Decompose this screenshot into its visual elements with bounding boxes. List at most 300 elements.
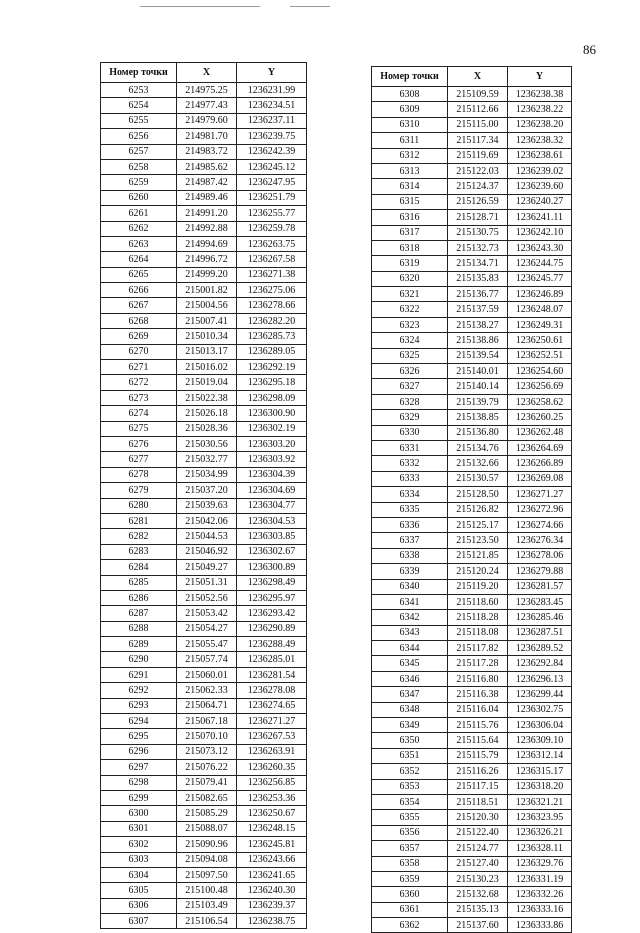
point-number-cell: 6288 — [101, 621, 177, 636]
y-coordinate-cell: 1236282.20 — [237, 313, 307, 328]
x-coordinate-cell: 215115.00 — [448, 117, 508, 132]
x-coordinate-cell: 215132.68 — [448, 887, 508, 902]
table-row — [372, 240, 572, 255]
point-number-cell: 6329 — [372, 410, 448, 425]
y-coordinate-cell: 1236333.16 — [508, 902, 572, 917]
table-row — [101, 144, 307, 159]
y-coordinate-cell: 1236256.85 — [237, 775, 307, 790]
table-row — [372, 610, 572, 625]
point-number-cell: 6315 — [372, 194, 448, 209]
point-number-cell: 6256 — [101, 129, 177, 144]
table-row — [101, 390, 307, 405]
x-coordinate-cell: 214975.25 — [177, 83, 237, 98]
header-point-number: Номер точки — [372, 67, 448, 87]
x-coordinate-cell: 215073.12 — [177, 744, 237, 759]
y-coordinate-cell: 1236304.69 — [237, 483, 307, 498]
x-coordinate-cell: 214992.88 — [177, 221, 237, 236]
point-number-cell: 6322 — [372, 302, 448, 317]
x-coordinate-cell: 215117.15 — [448, 779, 508, 794]
y-coordinate-cell: 1236274.66 — [508, 517, 572, 532]
x-coordinate-cell: 215117.28 — [448, 656, 508, 671]
header-y: Y — [237, 63, 307, 83]
point-number-cell: 6319 — [372, 256, 448, 271]
table-row — [372, 625, 572, 640]
x-coordinate-cell: 215123.50 — [448, 533, 508, 548]
point-number-cell: 6296 — [101, 744, 177, 759]
x-coordinate-cell: 215116.38 — [448, 687, 508, 702]
y-coordinate-cell: 1236251.79 — [237, 190, 307, 205]
point-number-cell: 6305 — [101, 883, 177, 898]
point-number-cell: 6334 — [372, 487, 448, 502]
x-coordinate-cell: 215028.36 — [177, 421, 237, 436]
point-number-cell: 6336 — [372, 517, 448, 532]
point-number-cell: 6261 — [101, 206, 177, 221]
table-row — [101, 421, 307, 436]
table-row — [372, 487, 572, 502]
x-coordinate-cell: 215124.37 — [448, 179, 508, 194]
point-number-cell: 6281 — [101, 513, 177, 528]
table-row — [101, 667, 307, 682]
table-row — [372, 794, 572, 809]
table-row — [101, 467, 307, 482]
y-coordinate-cell: 1236244.75 — [508, 256, 572, 271]
table-row — [101, 544, 307, 559]
y-coordinate-cell: 1236241.65 — [237, 867, 307, 882]
x-coordinate-cell: 214977.43 — [177, 98, 237, 113]
point-number-cell: 6313 — [372, 163, 448, 178]
point-number-cell: 6332 — [372, 456, 448, 471]
y-coordinate-cell: 1236243.30 — [508, 240, 572, 255]
x-coordinate-cell: 215124.77 — [448, 841, 508, 856]
x-coordinate-cell: 214979.60 — [177, 113, 237, 128]
point-number-cell: 6349 — [372, 718, 448, 733]
table-row — [101, 375, 307, 390]
x-coordinate-cell: 215117.34 — [448, 133, 508, 148]
table-row — [372, 871, 572, 886]
y-coordinate-cell: 1236281.54 — [237, 667, 307, 682]
point-number-cell: 6308 — [372, 87, 448, 102]
header-x: X — [448, 67, 508, 87]
point-number-cell: 6297 — [101, 760, 177, 775]
x-coordinate-cell: 215046.92 — [177, 544, 237, 559]
point-number-cell: 6287 — [101, 606, 177, 621]
x-coordinate-cell: 215062.33 — [177, 683, 237, 698]
point-number-cell: 6304 — [101, 867, 177, 882]
y-coordinate-cell: 1236321.21 — [508, 794, 572, 809]
y-coordinate-cell: 1236283.45 — [508, 594, 572, 609]
x-coordinate-cell: 215112.66 — [448, 102, 508, 117]
point-number-cell: 6323 — [372, 317, 448, 332]
point-number-cell: 6348 — [372, 702, 448, 717]
table-row — [372, 841, 572, 856]
point-number-cell: 6279 — [101, 483, 177, 498]
point-number-cell: 6316 — [372, 210, 448, 225]
point-number-cell: 6351 — [372, 748, 448, 763]
point-number-cell: 6300 — [101, 806, 177, 821]
y-coordinate-cell: 1236250.67 — [237, 806, 307, 821]
y-coordinate-cell: 1236298.09 — [237, 390, 307, 405]
x-coordinate-cell: 214991.20 — [177, 206, 237, 221]
y-coordinate-cell: 1236274.65 — [237, 698, 307, 713]
point-number-cell: 6290 — [101, 652, 177, 667]
x-coordinate-cell: 215132.73 — [448, 240, 508, 255]
point-number-cell: 6282 — [101, 529, 177, 544]
table-row — [101, 898, 307, 913]
x-coordinate-cell: 215116.26 — [448, 764, 508, 779]
x-coordinate-cell: 215120.30 — [448, 810, 508, 825]
table-row — [372, 348, 572, 363]
point-number-cell: 6341 — [372, 594, 448, 609]
x-coordinate-cell: 215126.59 — [448, 194, 508, 209]
header-x: X — [177, 63, 237, 83]
table-row — [372, 425, 572, 440]
y-coordinate-cell: 1236238.20 — [508, 117, 572, 132]
point-number-cell: 6284 — [101, 560, 177, 575]
table-row — [372, 287, 572, 302]
point-number-cell: 6270 — [101, 344, 177, 359]
table-row — [101, 529, 307, 544]
y-coordinate-cell: 1236234.51 — [237, 98, 307, 113]
y-coordinate-cell: 1236245.77 — [508, 271, 572, 286]
table-row — [101, 790, 307, 805]
x-coordinate-cell: 215119.20 — [448, 579, 508, 594]
table-row — [101, 621, 307, 636]
point-number-cell: 6361 — [372, 902, 448, 917]
point-number-cell: 6257 — [101, 144, 177, 159]
point-number-cell: 6314 — [372, 179, 448, 194]
table-row — [101, 129, 307, 144]
table-row — [372, 718, 572, 733]
point-number-cell: 6280 — [101, 498, 177, 513]
table-row — [101, 360, 307, 375]
x-coordinate-cell: 215125.17 — [448, 517, 508, 532]
point-number-cell: 6318 — [372, 240, 448, 255]
y-coordinate-cell: 1236289.52 — [508, 641, 572, 656]
coordinates-table-left — [100, 62, 307, 929]
point-number-cell: 6360 — [372, 887, 448, 902]
point-number-cell: 6340 — [372, 579, 448, 594]
x-coordinate-cell: 215116.80 — [448, 671, 508, 686]
x-coordinate-cell: 215013.17 — [177, 344, 237, 359]
y-coordinate-cell: 1236295.18 — [237, 375, 307, 390]
table-row — [101, 98, 307, 113]
x-coordinate-cell: 215042.06 — [177, 513, 237, 528]
table-row — [101, 406, 307, 421]
point-number-cell: 6285 — [101, 575, 177, 590]
point-number-cell: 6303 — [101, 852, 177, 867]
table-row — [101, 637, 307, 652]
point-number-cell: 6317 — [372, 225, 448, 240]
point-number-cell: 6358 — [372, 856, 448, 871]
table-row — [372, 179, 572, 194]
table-row — [101, 744, 307, 759]
x-coordinate-cell: 215122.40 — [448, 825, 508, 840]
y-coordinate-cell: 1236263.75 — [237, 236, 307, 251]
point-number-cell: 6292 — [101, 683, 177, 698]
y-coordinate-cell: 1236246.89 — [508, 287, 572, 302]
y-coordinate-cell: 1236303.92 — [237, 452, 307, 467]
y-coordinate-cell: 1236239.60 — [508, 179, 572, 194]
y-coordinate-cell: 1236239.02 — [508, 163, 572, 178]
x-coordinate-cell: 215106.54 — [177, 914, 237, 929]
table-row — [372, 748, 572, 763]
point-number-cell: 6301 — [101, 821, 177, 836]
x-coordinate-cell: 215128.71 — [448, 210, 508, 225]
y-coordinate-cell: 1236328.11 — [508, 841, 572, 856]
table-row — [372, 210, 572, 225]
point-number-cell: 6254 — [101, 98, 177, 113]
x-coordinate-cell: 215079.41 — [177, 775, 237, 790]
point-number-cell: 6357 — [372, 841, 448, 856]
y-coordinate-cell: 1236263.91 — [237, 744, 307, 759]
point-number-cell: 6272 — [101, 375, 177, 390]
y-coordinate-cell: 1236258.62 — [508, 394, 572, 409]
y-coordinate-cell: 1236248.07 — [508, 302, 572, 317]
point-number-cell: 6325 — [372, 348, 448, 363]
table-header-row — [101, 63, 307, 83]
x-coordinate-cell: 215130.23 — [448, 871, 508, 886]
point-number-cell: 6327 — [372, 379, 448, 394]
point-number-cell: 6328 — [372, 394, 448, 409]
y-coordinate-cell: 1236329.76 — [508, 856, 572, 871]
table-row — [101, 652, 307, 667]
x-coordinate-cell: 215103.49 — [177, 898, 237, 913]
y-coordinate-cell: 1236238.75 — [237, 914, 307, 929]
x-coordinate-cell: 215019.04 — [177, 375, 237, 390]
point-number-cell: 6353 — [372, 779, 448, 794]
x-coordinate-cell: 215054.27 — [177, 621, 237, 636]
point-number-cell: 6324 — [372, 333, 448, 348]
x-coordinate-cell: 215055.47 — [177, 637, 237, 652]
point-number-cell: 6312 — [372, 148, 448, 163]
table-row — [101, 714, 307, 729]
x-coordinate-cell: 215136.77 — [448, 287, 508, 302]
x-coordinate-cell: 215004.56 — [177, 298, 237, 313]
x-coordinate-cell: 215026.18 — [177, 406, 237, 421]
y-coordinate-cell: 1236254.60 — [508, 364, 572, 379]
point-number-cell: 6354 — [372, 794, 448, 809]
x-coordinate-cell: 215139.54 — [448, 348, 508, 363]
x-coordinate-cell: 215052.56 — [177, 590, 237, 605]
y-coordinate-cell: 1236296.13 — [508, 671, 572, 686]
y-coordinate-cell: 1236332.26 — [508, 887, 572, 902]
point-number-cell: 6339 — [372, 564, 448, 579]
y-coordinate-cell: 1236318.20 — [508, 779, 572, 794]
x-coordinate-cell: 215051.31 — [177, 575, 237, 590]
table-row — [101, 267, 307, 282]
y-coordinate-cell: 1236260.35 — [237, 760, 307, 775]
x-coordinate-cell: 215007.41 — [177, 313, 237, 328]
x-coordinate-cell: 214999.20 — [177, 267, 237, 282]
y-coordinate-cell: 1236245.12 — [237, 159, 307, 174]
table-row — [372, 702, 572, 717]
point-number-cell: 6291 — [101, 667, 177, 682]
point-number-cell: 6335 — [372, 502, 448, 517]
y-coordinate-cell: 1236262.48 — [508, 425, 572, 440]
table-row — [372, 548, 572, 563]
point-number-cell: 6352 — [372, 764, 448, 779]
y-coordinate-cell: 1236241.11 — [508, 210, 572, 225]
y-coordinate-cell: 1236312.14 — [508, 748, 572, 763]
x-coordinate-cell: 214983.72 — [177, 144, 237, 159]
x-coordinate-cell: 215130.75 — [448, 225, 508, 240]
x-coordinate-cell: 215128.50 — [448, 487, 508, 502]
table-row — [372, 117, 572, 132]
x-coordinate-cell: 215137.59 — [448, 302, 508, 317]
y-coordinate-cell: 1236238.38 — [508, 87, 572, 102]
y-coordinate-cell: 1236304.77 — [237, 498, 307, 513]
point-number-cell: 6311 — [372, 133, 448, 148]
x-coordinate-cell: 215094.08 — [177, 852, 237, 867]
x-coordinate-cell: 215082.65 — [177, 790, 237, 805]
table-row — [101, 283, 307, 298]
point-number-cell: 6274 — [101, 406, 177, 421]
point-number-cell: 6337 — [372, 533, 448, 548]
x-coordinate-cell: 215010.34 — [177, 329, 237, 344]
y-coordinate-cell: 1236302.19 — [237, 421, 307, 436]
y-coordinate-cell: 1236243.66 — [237, 852, 307, 867]
table-row — [101, 806, 307, 821]
x-coordinate-cell: 215037.20 — [177, 483, 237, 498]
x-coordinate-cell: 215140.14 — [448, 379, 508, 394]
x-coordinate-cell: 215138.86 — [448, 333, 508, 348]
x-coordinate-cell: 215134.76 — [448, 440, 508, 455]
y-coordinate-cell: 1236256.69 — [508, 379, 572, 394]
y-coordinate-cell: 1236271.27 — [508, 487, 572, 502]
point-number-cell: 6347 — [372, 687, 448, 702]
y-coordinate-cell: 1236259.78 — [237, 221, 307, 236]
y-coordinate-cell: 1236278.08 — [237, 683, 307, 698]
y-coordinate-cell: 1236239.75 — [237, 129, 307, 144]
x-coordinate-cell: 215115.64 — [448, 733, 508, 748]
table-row — [372, 256, 572, 271]
table-row — [372, 364, 572, 379]
point-number-cell: 6295 — [101, 729, 177, 744]
table-row — [372, 317, 572, 332]
x-coordinate-cell: 215135.13 — [448, 902, 508, 917]
x-coordinate-cell: 215097.50 — [177, 867, 237, 882]
y-coordinate-cell: 1236275.06 — [237, 283, 307, 298]
x-coordinate-cell: 215121.85 — [448, 548, 508, 563]
table-row — [372, 471, 572, 486]
y-coordinate-cell: 1236287.51 — [508, 625, 572, 640]
x-coordinate-cell: 215122.03 — [448, 163, 508, 178]
point-number-cell: 6333 — [372, 471, 448, 486]
y-coordinate-cell: 1236278.06 — [508, 548, 572, 563]
x-coordinate-cell: 215127.40 — [448, 856, 508, 871]
table-row — [372, 271, 572, 286]
x-coordinate-cell: 215126.82 — [448, 502, 508, 517]
y-coordinate-cell: 1236239.37 — [237, 898, 307, 913]
y-coordinate-cell: 1236315.17 — [508, 764, 572, 779]
y-coordinate-cell: 1236300.89 — [237, 560, 307, 575]
y-coordinate-cell: 1236238.61 — [508, 148, 572, 163]
y-coordinate-cell: 1236249.31 — [508, 317, 572, 332]
point-number-cell: 6268 — [101, 313, 177, 328]
point-number-cell: 6350 — [372, 733, 448, 748]
point-number-cell: 6286 — [101, 590, 177, 605]
table-row — [372, 102, 572, 117]
point-number-cell: 6356 — [372, 825, 448, 840]
x-coordinate-cell: 215115.76 — [448, 718, 508, 733]
table-row — [372, 456, 572, 471]
x-coordinate-cell: 215060.01 — [177, 667, 237, 682]
y-coordinate-cell: 1236281.57 — [508, 579, 572, 594]
y-coordinate-cell: 1236303.85 — [237, 529, 307, 544]
table-row — [101, 175, 307, 190]
x-coordinate-cell: 214994.69 — [177, 236, 237, 251]
table-row — [372, 302, 572, 317]
x-coordinate-cell: 215076.22 — [177, 760, 237, 775]
point-number-cell: 6338 — [372, 548, 448, 563]
point-number-cell: 6277 — [101, 452, 177, 467]
table-row — [101, 313, 307, 328]
y-coordinate-cell: 1236302.75 — [508, 702, 572, 717]
x-coordinate-cell: 215039.63 — [177, 498, 237, 513]
x-coordinate-cell: 215119.69 — [448, 148, 508, 163]
x-coordinate-cell: 215053.42 — [177, 606, 237, 621]
x-coordinate-cell: 215120.24 — [448, 564, 508, 579]
point-number-cell: 6289 — [101, 637, 177, 652]
y-coordinate-cell: 1236278.66 — [237, 298, 307, 313]
table-row — [372, 87, 572, 102]
y-coordinate-cell: 1236326.21 — [508, 825, 572, 840]
table-row — [101, 590, 307, 605]
point-number-cell: 6271 — [101, 360, 177, 375]
table-row — [372, 810, 572, 825]
point-number-cell: 6299 — [101, 790, 177, 805]
table-row — [101, 221, 307, 236]
y-coordinate-cell: 1236290.89 — [237, 621, 307, 636]
point-number-cell: 6309 — [372, 102, 448, 117]
point-number-cell: 6255 — [101, 113, 177, 128]
y-coordinate-cell: 1236267.58 — [237, 252, 307, 267]
x-coordinate-cell: 215118.60 — [448, 594, 508, 609]
y-coordinate-cell: 1236255.77 — [237, 206, 307, 221]
x-coordinate-cell: 215049.27 — [177, 560, 237, 575]
table-row — [372, 410, 572, 425]
point-number-cell: 6253 — [101, 83, 177, 98]
table-row — [101, 837, 307, 852]
x-coordinate-cell: 215001.82 — [177, 283, 237, 298]
table-row — [101, 821, 307, 836]
x-coordinate-cell: 215118.08 — [448, 625, 508, 640]
point-number-cell: 6278 — [101, 467, 177, 482]
x-coordinate-cell: 215016.02 — [177, 360, 237, 375]
x-coordinate-cell: 215134.71 — [448, 256, 508, 271]
table-row — [101, 83, 307, 98]
table-row — [372, 856, 572, 871]
x-coordinate-cell: 215022.38 — [177, 390, 237, 405]
point-number-cell: 6265 — [101, 267, 177, 282]
point-number-cell: 6267 — [101, 298, 177, 313]
table-row — [372, 533, 572, 548]
point-number-cell: 6283 — [101, 544, 177, 559]
table-row — [101, 729, 307, 744]
point-number-cell: 6269 — [101, 329, 177, 344]
table-row — [101, 236, 307, 251]
table-row — [372, 825, 572, 840]
y-coordinate-cell: 1236266.89 — [508, 456, 572, 471]
y-coordinate-cell: 1236250.61 — [508, 333, 572, 348]
y-coordinate-cell: 1236238.22 — [508, 102, 572, 117]
header-point-number: Номер точки — [101, 63, 177, 83]
y-coordinate-cell: 1236292.19 — [237, 360, 307, 375]
point-number-cell: 6260 — [101, 190, 177, 205]
point-number-cell: 6264 — [101, 252, 177, 267]
y-coordinate-cell: 1236260.25 — [508, 410, 572, 425]
point-number-cell: 6345 — [372, 656, 448, 671]
